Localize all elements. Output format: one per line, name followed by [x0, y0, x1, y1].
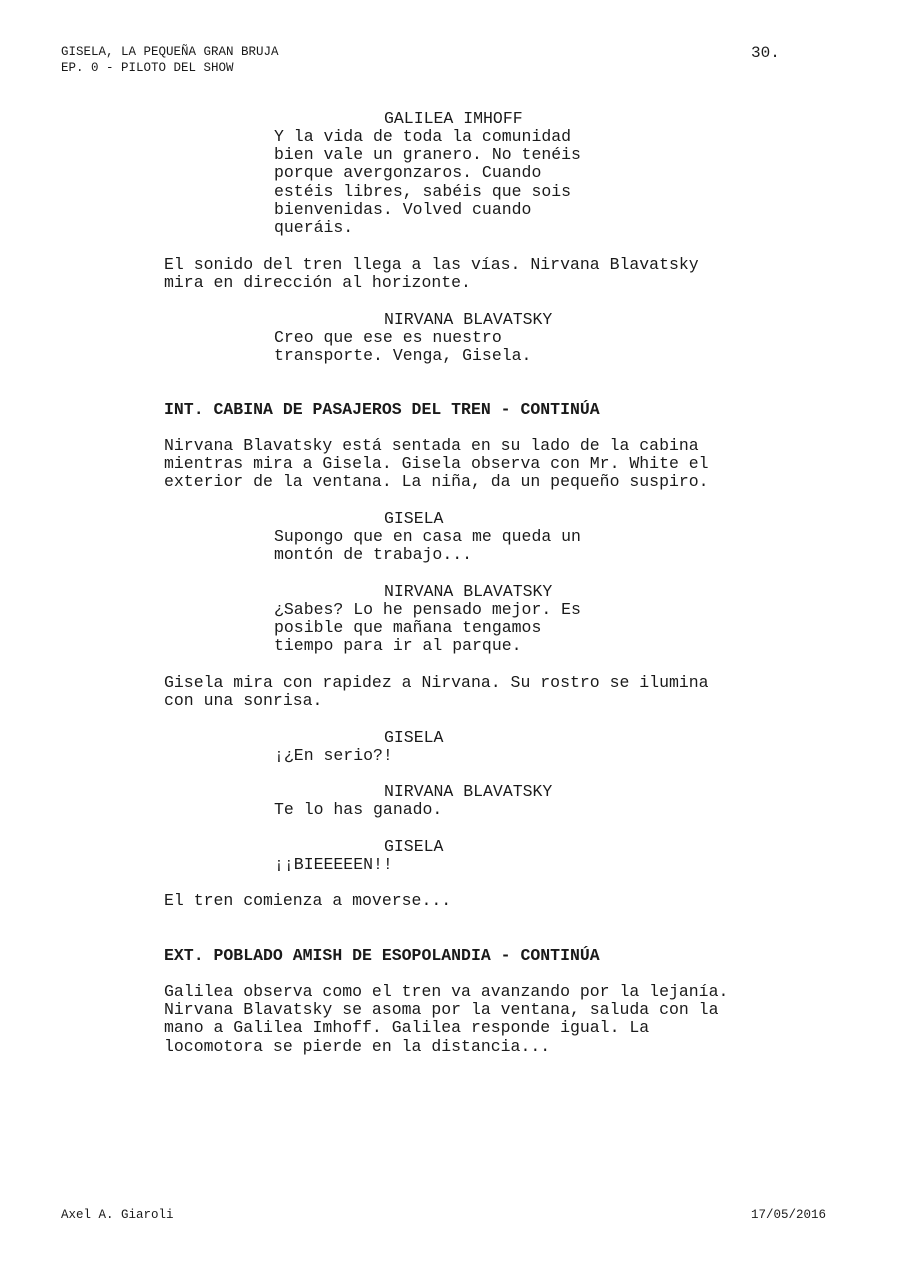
character-name: GALILEA IMHOFF: [384, 109, 523, 128]
header-title-line-2: EP. 0 - PILOTO DEL SHOW: [61, 60, 234, 75]
action-line: Galilea observa como el tren va avanzando por la lejanía. Nirvana Blavatsky se asoma por la ventana, saluda con la mano a Galilea Imhoff. Galilea responde igual. La locomotora se pierde en la distancia...: [164, 982, 729, 1056]
page-number: 30.: [751, 44, 780, 62]
action-line: Nirvana Blavatsky está sentada en su lado de la cabina mientras mira a Gisela. Gisela observa con Mr. White el exterior de la ventana. La niña, da un pequeño suspiro.: [164, 436, 709, 492]
character-name: NIRVANA BLAVATSKY: [384, 582, 553, 601]
dialogue: ¿Sabes? Lo he pensado mejor. Es posible que mañana tengamos tiempo para ir al parque.: [274, 600, 581, 656]
running-header: [61, 45, 279, 76]
scene-heading: EXT. POBLADO AMISH DE ESOPOLANDIA - CONTINÚA: [164, 946, 600, 965]
dialogue: Y la vida de toda la comunidad bien vale un granero. No tenéis porque avergonzaros. Cuando estéis libres, sabéis que sois bienvenidas. Volved cuando queráis.: [274, 127, 581, 238]
action-line: El tren comienza a moverse...: [164, 891, 452, 910]
character-name: GISELA: [384, 728, 444, 747]
action-line: Gisela mira con rapidez a Nirvana. Su rostro se ilumina con una sonrisa.: [164, 673, 709, 711]
character-name: NIRVANA BLAVATSKY: [384, 310, 553, 329]
dialogue: Creo que ese es nuestro transporte. Venga, Gisela.: [274, 328, 532, 366]
character-name: GISELA: [384, 837, 444, 856]
footer-author: Axel A. Giaroli: [61, 1208, 174, 1222]
dialogue: ¡¡BIEEEEEN!!: [274, 855, 393, 874]
character-name: GISELA: [384, 509, 444, 528]
dialogue: Te lo has ganado.: [274, 800, 443, 819]
footer-date: 17/05/2016: [751, 1208, 827, 1222]
dialogue: ¡¿En serio?!: [274, 746, 393, 765]
dialogue: Supongo que en casa me queda un montón de trabajo...: [274, 527, 581, 565]
scene-heading: INT. CABINA DE PASAJEROS DEL TREN - CONTINÚA: [164, 400, 600, 419]
character-name: NIRVANA BLAVATSKY: [384, 782, 553, 801]
action-line: El sonido del tren llega a las vías. Nirvana Blavatsky mira en dirección al horizonte.: [164, 255, 699, 293]
header-title-line-1: GISELA, LA PEQUEÑA GRAN BRUJA: [61, 45, 279, 59]
